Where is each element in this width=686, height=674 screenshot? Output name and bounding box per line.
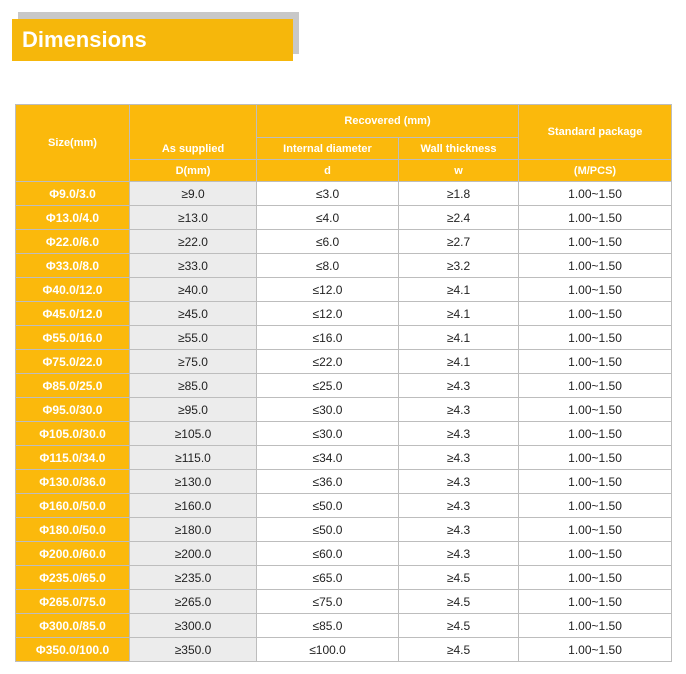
- size-cell: Φ85.0/25.0: [16, 374, 130, 398]
- internal-diameter-cell: ≤4.0: [257, 206, 399, 230]
- header-package-unit: (M/PCS): [519, 160, 672, 182]
- table-body: [16, 182, 672, 662]
- size-cell: Φ130.0/36.0: [16, 470, 130, 494]
- package-cell: 1.00~1.50: [519, 494, 672, 518]
- wall-thickness-cell: ≥4.3: [399, 422, 519, 446]
- supplied-cell: ≥350.0: [130, 638, 257, 662]
- supplied-cell: ≥85.0: [130, 374, 257, 398]
- wall-thickness-cell: ≥4.3: [399, 494, 519, 518]
- supplied-cell: ≥95.0: [130, 398, 257, 422]
- wall-thickness-cell: ≥4.5: [399, 590, 519, 614]
- wall-thickness-cell: ≥4.5: [399, 566, 519, 590]
- table-row: [16, 446, 672, 470]
- package-cell: 1.00~1.50: [519, 230, 672, 254]
- supplied-cell: ≥55.0: [130, 326, 257, 350]
- table-row: [16, 518, 672, 542]
- header-internal-symbol: d: [257, 160, 399, 182]
- internal-diameter-cell: ≤16.0: [257, 326, 399, 350]
- internal-diameter-cell: ≤8.0: [257, 254, 399, 278]
- wall-thickness-cell: ≥4.3: [399, 446, 519, 470]
- package-cell: 1.00~1.50: [519, 614, 672, 638]
- table-row: [16, 638, 672, 662]
- header-internal-diameter: Internal diameter: [257, 138, 399, 160]
- table-row: [16, 542, 672, 566]
- banner-title: Dimensions: [22, 27, 147, 52]
- supplied-cell: ≥105.0: [130, 422, 257, 446]
- supplied-cell: ≥130.0: [130, 470, 257, 494]
- supplied-cell: ≥180.0: [130, 518, 257, 542]
- supplied-cell: ≥13.0: [130, 206, 257, 230]
- wall-thickness-cell: ≥4.1: [399, 278, 519, 302]
- header-size: Size(mm): [16, 105, 130, 182]
- internal-diameter-cell: ≤3.0: [257, 182, 399, 206]
- package-cell: 1.00~1.50: [519, 278, 672, 302]
- wall-thickness-cell: ≥4.5: [399, 614, 519, 638]
- supplied-cell: ≥160.0: [130, 494, 257, 518]
- package-cell: 1.00~1.50: [519, 206, 672, 230]
- internal-diameter-cell: ≤60.0: [257, 542, 399, 566]
- size-cell: Φ40.0/12.0: [16, 278, 130, 302]
- package-cell: 1.00~1.50: [519, 422, 672, 446]
- header-wall-symbol: w: [399, 160, 519, 182]
- table-row: [16, 326, 672, 350]
- table-row: [16, 590, 672, 614]
- wall-thickness-cell: ≥2.4: [399, 206, 519, 230]
- table-row: [16, 470, 672, 494]
- supplied-cell: ≥40.0: [130, 278, 257, 302]
- dimensions-banner: [12, 19, 293, 61]
- wall-thickness-cell: ≥4.1: [399, 302, 519, 326]
- wall-thickness-cell: ≥4.5: [399, 638, 519, 662]
- package-cell: 1.00~1.50: [519, 182, 672, 206]
- package-cell: 1.00~1.50: [519, 326, 672, 350]
- wall-thickness-cell: ≥4.3: [399, 470, 519, 494]
- internal-diameter-cell: ≤75.0: [257, 590, 399, 614]
- internal-diameter-cell: ≤50.0: [257, 494, 399, 518]
- table-row: [16, 302, 672, 326]
- supplied-cell: ≥235.0: [130, 566, 257, 590]
- table-row: [16, 614, 672, 638]
- package-cell: 1.00~1.50: [519, 254, 672, 278]
- package-cell: 1.00~1.50: [519, 518, 672, 542]
- supplied-cell: ≥75.0: [130, 350, 257, 374]
- supplied-cell: ≥115.0: [130, 446, 257, 470]
- size-cell: Φ235.0/65.0: [16, 566, 130, 590]
- internal-diameter-cell: ≤65.0: [257, 566, 399, 590]
- wall-thickness-cell: ≥4.1: [399, 350, 519, 374]
- size-cell: Φ45.0/12.0: [16, 302, 130, 326]
- wall-thickness-cell: ≥2.7: [399, 230, 519, 254]
- wall-thickness-cell: ≥4.3: [399, 398, 519, 422]
- package-cell: 1.00~1.50: [519, 566, 672, 590]
- supplied-cell: ≥200.0: [130, 542, 257, 566]
- internal-diameter-cell: ≤100.0: [257, 638, 399, 662]
- header-supplied-label: As supplied: [161, 143, 225, 155]
- supplied-cell: ≥33.0: [130, 254, 257, 278]
- header-wall-thickness: Wall thickness: [399, 138, 519, 160]
- package-cell: 1.00~1.50: [519, 542, 672, 566]
- wall-thickness-cell: ≥3.2: [399, 254, 519, 278]
- internal-diameter-cell: ≤25.0: [257, 374, 399, 398]
- supplied-cell: ≥265.0: [130, 590, 257, 614]
- table-row: [16, 230, 672, 254]
- package-cell: 1.00~1.50: [519, 638, 672, 662]
- supplied-cell: ≥22.0: [130, 230, 257, 254]
- size-cell: Φ55.0/16.0: [16, 326, 130, 350]
- table-row: [16, 206, 672, 230]
- wall-thickness-cell: ≥4.3: [399, 518, 519, 542]
- table-row: [16, 278, 672, 302]
- header-supplied: [130, 105, 257, 160]
- header-package: Standard package: [519, 105, 672, 160]
- internal-diameter-cell: ≤30.0: [257, 398, 399, 422]
- package-cell: 1.00~1.50: [519, 350, 672, 374]
- size-cell: Φ22.0/6.0: [16, 230, 130, 254]
- internal-diameter-cell: ≤12.0: [257, 278, 399, 302]
- table-row: [16, 566, 672, 590]
- header-recovered: Recovered (mm): [257, 105, 519, 138]
- wall-thickness-cell: ≥4.3: [399, 542, 519, 566]
- package-cell: 1.00~1.50: [519, 446, 672, 470]
- wall-thickness-cell: ≥1.8: [399, 182, 519, 206]
- size-cell: Φ75.0/22.0: [16, 350, 130, 374]
- internal-diameter-cell: ≤12.0: [257, 302, 399, 326]
- dimensions-table: [15, 104, 672, 662]
- package-cell: 1.00~1.50: [519, 302, 672, 326]
- package-cell: 1.00~1.50: [519, 590, 672, 614]
- size-cell: Φ200.0/60.0: [16, 542, 130, 566]
- size-cell: Φ13.0/4.0: [16, 206, 130, 230]
- supplied-cell: ≥300.0: [130, 614, 257, 638]
- table-row: [16, 494, 672, 518]
- package-cell: 1.00~1.50: [519, 470, 672, 494]
- size-cell: Φ33.0/8.0: [16, 254, 130, 278]
- internal-diameter-cell: ≤22.0: [257, 350, 399, 374]
- table-row: [16, 350, 672, 374]
- table-row: [16, 422, 672, 446]
- package-cell: 1.00~1.50: [519, 398, 672, 422]
- internal-diameter-cell: ≤30.0: [257, 422, 399, 446]
- size-cell: Φ180.0/50.0: [16, 518, 130, 542]
- table-row: [16, 254, 672, 278]
- internal-diameter-cell: ≤85.0: [257, 614, 399, 638]
- internal-diameter-cell: ≤50.0: [257, 518, 399, 542]
- internal-diameter-cell: ≤36.0: [257, 470, 399, 494]
- wall-thickness-cell: ≥4.1: [399, 326, 519, 350]
- table-row: [16, 398, 672, 422]
- header-supplied-unit: D(mm): [130, 160, 257, 182]
- size-cell: Φ115.0/34.0: [16, 446, 130, 470]
- size-cell: Φ300.0/85.0: [16, 614, 130, 638]
- size-cell: Φ95.0/30.0: [16, 398, 130, 422]
- size-cell: Φ350.0/100.0: [16, 638, 130, 662]
- table-row: [16, 182, 672, 206]
- supplied-cell: ≥45.0: [130, 302, 257, 326]
- size-cell: Φ9.0/3.0: [16, 182, 130, 206]
- size-cell: Φ265.0/75.0: [16, 590, 130, 614]
- internal-diameter-cell: ≤34.0: [257, 446, 399, 470]
- supplied-cell: ≥9.0: [130, 182, 257, 206]
- internal-diameter-cell: ≤6.0: [257, 230, 399, 254]
- size-cell: Φ105.0/30.0: [16, 422, 130, 446]
- wall-thickness-cell: ≥4.3: [399, 374, 519, 398]
- table-row: [16, 374, 672, 398]
- size-cell: Φ160.0/50.0: [16, 494, 130, 518]
- package-cell: 1.00~1.50: [519, 374, 672, 398]
